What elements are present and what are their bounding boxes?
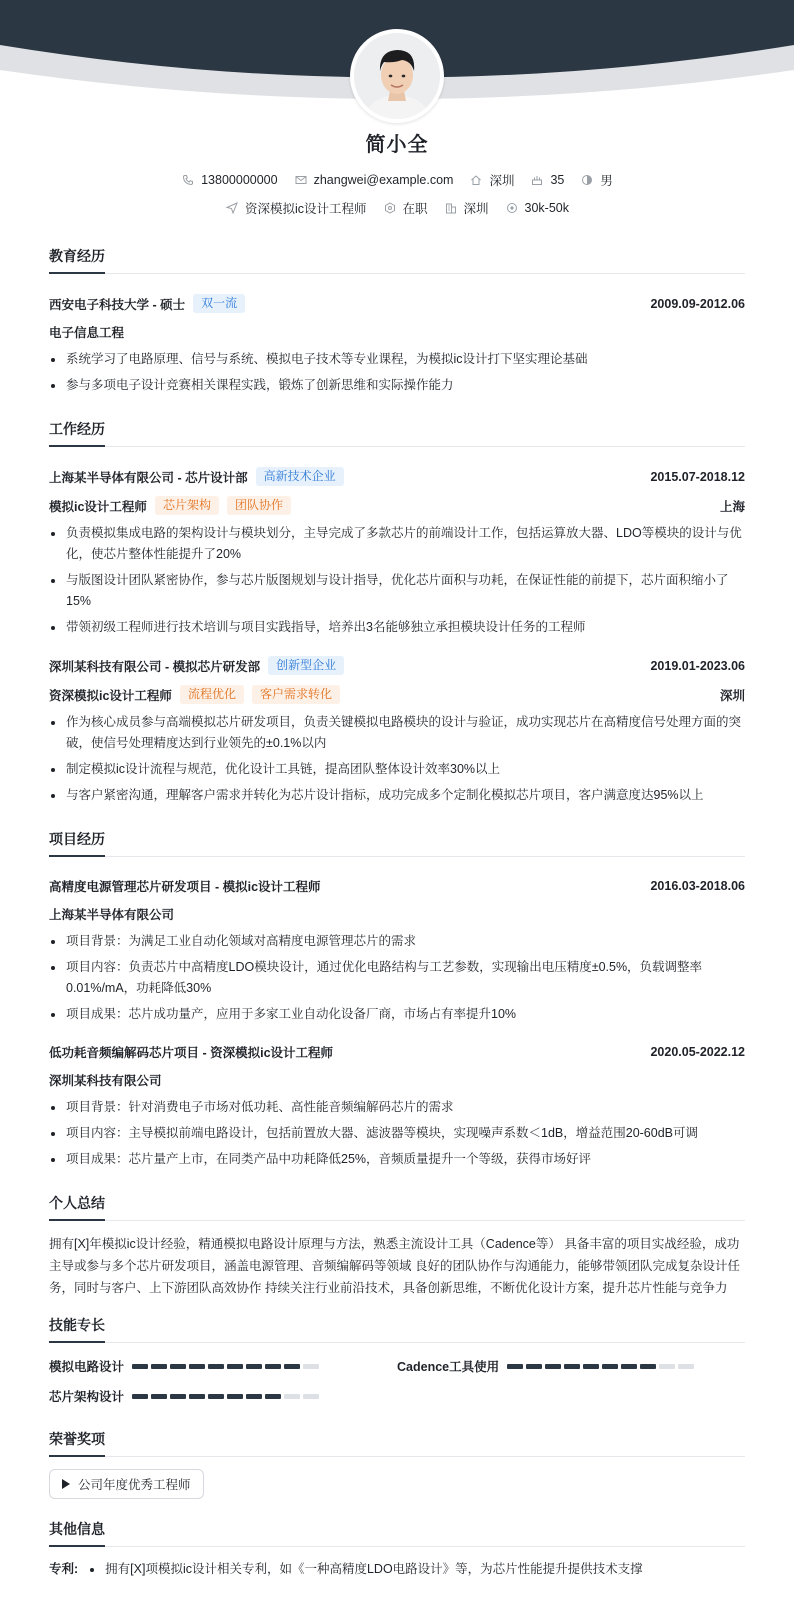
skill-segment-empty <box>659 1364 675 1369</box>
hexagon-icon <box>383 201 397 215</box>
gender-icon <box>580 173 594 187</box>
role-row <box>49 496 745 515</box>
gender-text: 男 <box>600 174 613 188</box>
school-tag: 双一流 <box>193 294 245 313</box>
skill-segment-filled <box>189 1394 205 1399</box>
target-title-text: 资深模拟ic设计工程师 <box>244 202 367 216</box>
list-item: 带领初级工程师进行技术培训与项目实践指导，培养出3名能够独立承担模块设计任务的工程师 <box>49 617 745 638</box>
project-company-row <box>49 905 745 923</box>
skill-level-bar <box>132 1364 322 1369</box>
role-tag: 客户需求转化 <box>252 685 340 704</box>
skill-segment-empty <box>284 1394 300 1399</box>
salary-item <box>505 199 569 217</box>
company-tag: 创新型企业 <box>268 656 344 675</box>
project-entry-head <box>49 877 745 895</box>
education-bullets <box>49 349 745 396</box>
work-city: 上海 <box>719 499 745 514</box>
skill-item <box>49 1351 397 1381</box>
skill-segment-filled <box>151 1394 167 1399</box>
salary-text: 30k-50k <box>524 201 570 215</box>
other-label: 专利: <box>49 1562 79 1576</box>
phone-item <box>181 171 277 189</box>
list-item: 项目成果：芯片量产上市，在同类产品中功耗降低25%，音频质量提升一个等级，获得市场好评 <box>49 1149 745 1170</box>
other-bullets <box>88 1559 643 1579</box>
location-item <box>469 171 514 189</box>
mail-icon <box>294 173 308 187</box>
skill-segment-filled <box>227 1394 243 1399</box>
section-title-summary: 个人总结 <box>49 1193 745 1221</box>
contact-row <box>0 171 794 189</box>
list-item: 系统学习了电路原理、信号与系统、模拟电子技术等专业课程，为模拟ic设计打下坚实理论基础 <box>49 349 745 370</box>
list-item: 与客户紧密沟通，理解客户需求并转化为芯片设计指标，成功完成多个定制化模拟芯片项目，客户满意度达95%以上 <box>49 785 745 806</box>
skill-segment-filled <box>246 1394 262 1399</box>
cake-icon <box>530 173 544 187</box>
skill-segment-filled <box>545 1364 561 1369</box>
building-icon <box>444 201 458 215</box>
other-row <box>49 1559 745 1579</box>
project-bullets <box>49 931 745 1025</box>
project-date: 2016.03-2018.06 <box>650 879 745 893</box>
list-item: 项目成果：芯片成功量产，应用于多家工业自动化设备厂商，市场占有率提升10% <box>49 1004 745 1025</box>
project-name-role: 低功耗音频编解码芯片项目 - 资深模拟ic设计工程师 <box>49 1046 334 1060</box>
major: 电子信息工程 <box>49 326 125 340</box>
section-title-work: 工作经历 <box>49 419 745 447</box>
skill-segment-filled <box>132 1394 148 1399</box>
work-date: 2019.01-2023.06 <box>650 658 745 673</box>
skill-segment-empty <box>678 1364 694 1369</box>
work-city: 深圳 <box>719 688 745 703</box>
role-tag: 芯片架构 <box>155 496 219 515</box>
skill-segment-filled <box>170 1364 186 1369</box>
section-title-honors: 荣誉奖项 <box>49 1429 745 1457</box>
role-tag: 流程优化 <box>180 685 244 704</box>
role-title: 模拟ic设计工程师 <box>49 499 147 514</box>
skill-level-bar <box>507 1364 697 1369</box>
work-bullets <box>49 523 745 638</box>
target-city-item <box>444 199 489 217</box>
role-tag: 团队协作 <box>227 496 291 515</box>
skill-segment-filled <box>189 1364 205 1369</box>
role-title: 资深模拟ic设计工程师 <box>49 688 172 703</box>
age-text: 35 <box>550 173 565 187</box>
section-title-skills: 技能专长 <box>49 1315 745 1343</box>
list-item: 拥有[X]项模拟ic设计相关专利，如《一种高精度LDO电路设计》等，为芯片性能提升提供技术支撑 <box>88 1559 643 1579</box>
award-item <box>49 1469 204 1499</box>
company-dept: 深圳某科技有限公司 - 模拟芯片研发部 <box>49 659 261 674</box>
skill-segment-filled <box>151 1364 167 1369</box>
company-tag: 高新技术企业 <box>256 467 344 486</box>
skill-segment-filled <box>265 1364 281 1369</box>
work-date: 2015.07-2018.12 <box>650 469 745 484</box>
skill-segment-filled <box>265 1394 281 1399</box>
skill-segment-filled <box>208 1364 224 1369</box>
school-degree: 西安电子科技大学 - 硕士 <box>49 297 186 312</box>
location-text: 深圳 <box>489 174 515 188</box>
gender-item <box>580 171 613 189</box>
skill-segment-filled <box>564 1364 580 1369</box>
project-company-row <box>49 1071 745 1089</box>
project-bullets <box>49 1097 745 1170</box>
skill-segment-filled <box>246 1364 262 1369</box>
phone-text: 13800000000 <box>201 173 278 187</box>
skill-segment-filled <box>132 1364 148 1369</box>
section-title-projects: 项目经历 <box>49 829 745 857</box>
education-date: 2009.09-2012.06 <box>650 296 745 311</box>
section-title-education: 教育经历 <box>49 246 745 274</box>
skill-item <box>397 1351 745 1381</box>
list-item: 负责模拟集成电路的架构设计与模块划分，主导完成了多款芯片的前端设计工作，包括运算放大器、LDO等模块的设计与优化，使芯片整体性能提升了20% <box>49 523 745 565</box>
major-row <box>49 323 745 341</box>
avatar <box>350 29 444 123</box>
section-title-other: 其他信息 <box>49 1519 745 1547</box>
email-item <box>294 171 454 189</box>
project-company: 上海某半导体有限公司 <box>49 908 175 922</box>
target-title-item <box>225 199 367 217</box>
list-item: 项目背景：针对消费电子市场对低功耗、高性能音频编解码芯片的需求 <box>49 1097 745 1118</box>
skill-segment-filled <box>526 1364 542 1369</box>
resume-body <box>49 246 745 1579</box>
age-item <box>530 171 564 189</box>
coin-icon <box>505 201 519 215</box>
phone-icon <box>181 173 195 187</box>
work-bullets <box>49 712 745 806</box>
skill-segment-filled <box>583 1364 599 1369</box>
list-item: 项目内容：主导模拟前端电路设计，包括前置放大器、滤波器等模块，实现噪声系数＜1dB，增益范围20-60dB可调 <box>49 1123 745 1144</box>
skill-segment-filled <box>227 1364 243 1369</box>
role-row <box>49 685 745 704</box>
project-name-role: 高精度电源管理芯片研发项目 - 模拟ic设计工程师 <box>49 880 321 894</box>
skills-grid <box>49 1351 745 1411</box>
skill-segment-filled <box>284 1364 300 1369</box>
skill-segment-empty <box>303 1394 319 1399</box>
home-icon <box>469 173 483 187</box>
skill-name: 芯片架构设计 <box>49 1390 125 1404</box>
honors-list <box>49 1469 745 1499</box>
work-entry-head <box>49 467 745 486</box>
job-intention-row <box>0 199 794 217</box>
award-text: 公司年度优秀工程师 <box>78 1478 191 1492</box>
candidate-name: 简小全 <box>365 134 429 156</box>
skill-segment-filled <box>602 1364 618 1369</box>
list-item: 项目内容：负责芯片中高精度LDO模块设计，通过优化电路结构与工艺参数，实现输出电压精度±0.5%，负载调整率0.01%/mA，功耗降低30% <box>49 957 745 999</box>
summary-text: 拥有[X]年模拟ic设计经验，精通模拟电路设计原理与方法，熟悉主流设计工具（Cadence等） 具备丰富的项目实战经验，成功主导或参与多个芯片研发项目，涵盖电源管理、音频编解码等领域 良好的团队协作与沟通能力，能够带领团队完成复杂设计任务，同时与客户、上下游团队高效协作 持续关注行业前沿技术，具备创新思维，不断优化设计方案，提升芯片性能与竞争力 <box>49 1237 740 1295</box>
target-city-text: 深圳 <box>463 202 489 216</box>
skill-segment-filled <box>170 1394 186 1399</box>
email-text: zhangwei@example.com <box>313 173 454 187</box>
status-item <box>383 199 428 217</box>
play-triangle-icon <box>62 1479 70 1489</box>
skill-name: Cadence工具使用 <box>397 1360 500 1374</box>
work-entry-head <box>49 656 745 675</box>
project-date: 2020.05-2022.12 <box>650 1045 745 1059</box>
company-dept: 上海某半导体有限公司 - 芯片设计部 <box>49 470 248 485</box>
skill-segment-filled <box>208 1394 224 1399</box>
list-item: 参与多项电子设计竞赛相关课程实践，锻炼了创新思维和实际操作能力 <box>49 375 745 396</box>
list-item: 制定模拟ic设计流程与规范，优化设计工具链，提高团队整体设计效率30%以上 <box>49 759 745 780</box>
skill-segment-filled <box>640 1364 656 1369</box>
list-item: 项目背景：为满足工业自动化领域对高精度电源管理芯片的需求 <box>49 931 745 952</box>
send-icon <box>225 201 239 215</box>
project-entry-head <box>49 1043 745 1061</box>
list-item: 作为核心成员参与高端模拟芯片研发项目，负责关键模拟电路模块的设计与验证，成功实现芯片在高精度信号处理方面的突破，使信号处理精度达到行业领先的±0.1%以内 <box>49 712 745 754</box>
education-entry-head <box>49 294 745 313</box>
status-text: 在职 <box>402 202 428 216</box>
skill-item <box>49 1381 397 1411</box>
skill-level-bar <box>132 1394 322 1399</box>
skill-segment-empty <box>303 1364 319 1369</box>
skill-segment-filled <box>507 1364 523 1369</box>
project-company: 深圳某科技有限公司 <box>49 1074 162 1088</box>
list-item: 与版图设计团队紧密协作，参与芯片版图规划与设计指导，优化芯片面积与功耗，在保证性能的前提下，芯片面积缩小了15% <box>49 570 745 612</box>
skill-segment-filled <box>621 1364 637 1369</box>
skill-name: 模拟电路设计 <box>49 1360 125 1374</box>
